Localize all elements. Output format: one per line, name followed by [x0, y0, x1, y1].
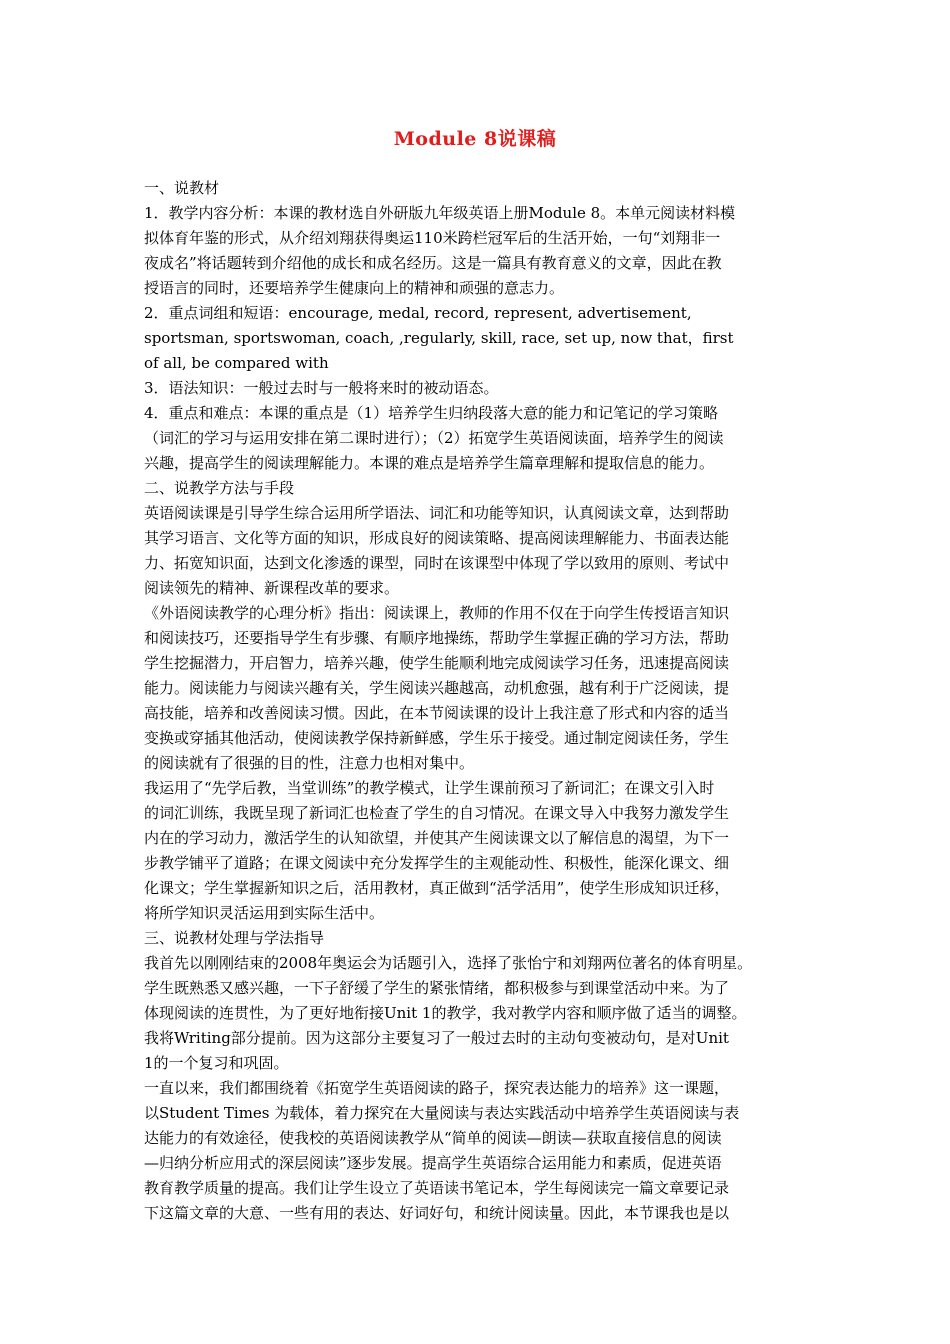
document-title: Module 8说课稿 [393, 128, 557, 150]
text-line: 教育教学质量的提高。我们让学生设立了英语读书笔记本，学生每阅读完一篇文章要记录 [144, 1179, 730, 1197]
text-line: 我运用了“先学后教，当堂训练”的教学模式，让学生课前预习了新词汇；在课文引入时 [144, 779, 715, 797]
text-line: 内在的学习动力，激活学生的认知欲望，并使其产生阅读课文以了解信息的渴望，为下一 [144, 829, 730, 847]
text-line: 以Student Times 为载体，着力探究在大量阅读与表达实践活动中培养学生英语阅读与表 [144, 1104, 740, 1122]
text-line: （词汇的学习与运用安排在第二课时进行）；（2）拓宽学生英语阅读面，培养学生的阅读 [144, 429, 724, 447]
text-line: sportsman, sportswoman, coach, ,regularly, skill, race, set up, now that，first [144, 329, 734, 347]
text-line: 一直以来，我们都围绕着《拓宽学生英语阅读的路子，探究表达能力的培养》这一课题， [144, 1079, 730, 1097]
text-line: 《外语阅读教学的心理分析》指出：阅读课上，教师的作用不仅在于向学生传授语言知识 [144, 604, 730, 622]
text-line: 三、说教材处理与学法指导 [144, 929, 325, 947]
text-line: 夜成名”将话题转到介绍他的成长和成名经历。这是一篇具有教育意义的文章，因此在教 [144, 254, 722, 272]
text-line: 达能力的有效途径，使我校的英语阅读教学从“简单的阅读—朗读—获取直接信息的阅读 [144, 1129, 722, 1147]
text-line: 化课文；学生掌握新知识之后，活用教材，真正做到“活学活用”，使学生形成知识迁移， [144, 879, 730, 897]
text-line: 我将Writing部分提前。因为这部分主要复习了一般过去时的主动句变被动句，是对Unit [144, 1029, 729, 1047]
text-line: 力、拓宽知识面，达到文化渗透的课型，同时在该课型中体现了学以致用的原则、考试中 [144, 554, 730, 572]
text-line: of all, be compared with [144, 354, 329, 372]
text-line: 3．语法知识：一般过去时与一般将来时的被动语态。 [144, 379, 499, 397]
text-line: 高技能，培养和改善阅读习惯。因此，在本节阅读课的设计上我注意了形式和内容的适当 [144, 704, 730, 722]
text-line: 1．教学内容分析：本课的教材选自外研版九年级英语上册Module 8。本单元阅读材料模 [144, 204, 736, 222]
text-line: 下这篇文章的大意、一些有用的表达、好词好句，和统计阅读量。因此，本节课我也是以 [144, 1204, 730, 1222]
text-line: 4．重点和难点：本课的重点是（1）培养学生归纳段落大意的能力和记笔记的学习策略 [144, 404, 719, 422]
text-line: 英语阅读课是引导学生综合运用所学语法、词汇和功能等知识，认真阅读文章，达到帮助 [144, 504, 730, 522]
text-line: 的词汇训练，我既呈现了新词汇也检查了学生的自习情况。在课文导入中我努力激发学生 [144, 804, 730, 822]
text-line: 我首先以刚刚结束的2008年奥运会为话题引入，选择了张怡宁和刘翔两位著名的体育明星。 [144, 954, 753, 972]
text-line: 一、说教材 [144, 179, 220, 197]
text-line: 步教学铺平了道路；在课文阅读中充分发挥学生的主观能动性、积极性，能深化课文、细 [144, 854, 730, 872]
text-line: 1的一个复习和巩固。 [144, 1054, 289, 1072]
text-line: 拟体育年鉴的形式，从介绍刘翔获得奥运110米跨栏冠军后的生活开始，一句“刘翔非一 [144, 229, 721, 247]
text-line: 变换或穿插其他活动，使阅读教学保持新鲜感，学生乐于接受。通过制定阅读任务，学生 [144, 729, 730, 747]
text-line: 将所学知识灵活运用到实际生活中。 [144, 904, 385, 922]
text-line: 和阅读技巧，还要指导学生有步骤、有顺序地操练，帮助学生掌握正确的学习方法，帮助 [144, 629, 730, 647]
text-line: 2．重点词组和短语：encourage, medal, record, represent, advertisement, [144, 304, 692, 322]
text-line: 二、说教学方法与手段 [144, 479, 295, 497]
text-line: —归纳分析应用式的深层阅读”逐步发展。提高学生英语综合运用能力和素质，促进英语 [144, 1154, 722, 1172]
text-line: 能力。阅读能力与阅读兴趣有关，学生阅读兴趣越高，动机愈强，越有利于广泛阅读，提 [144, 679, 730, 697]
text-line: 体现阅读的连贯性，为了更好地衔接Unit 1的教学，我对教学内容和顺序做了适当的调整。 [144, 1004, 747, 1022]
document-body [144, 176, 814, 1226]
text-line: 阅读领先的精神、新课程改革的要求。 [144, 579, 400, 597]
text-line: 学生挖掘潜力，开启智力，培养兴趣，使学生能顺利地完成阅读学习任务，迅速提高阅读 [144, 654, 730, 672]
text-line: 授语言的同时，还要培养学生健康向上的精神和顽强的意志力。 [144, 279, 565, 297]
text-line: 其学习语言、文化等方面的知识，形成良好的阅读策略、提高阅读理解能力、书面表达能 [144, 529, 730, 547]
text-line: 兴趣，提高学生的阅读理解能力。本课的难点是培养学生篇章理解和提取信息的能力。 [144, 454, 715, 472]
text-line: 学生既熟悉又感兴趣，一下子舒缓了学生的紧张情绪，都积极参与到课堂活动中来。为了 [144, 979, 730, 997]
text-line: 的阅读就有了很强的目的性，注意力也相对集中。 [144, 754, 475, 772]
